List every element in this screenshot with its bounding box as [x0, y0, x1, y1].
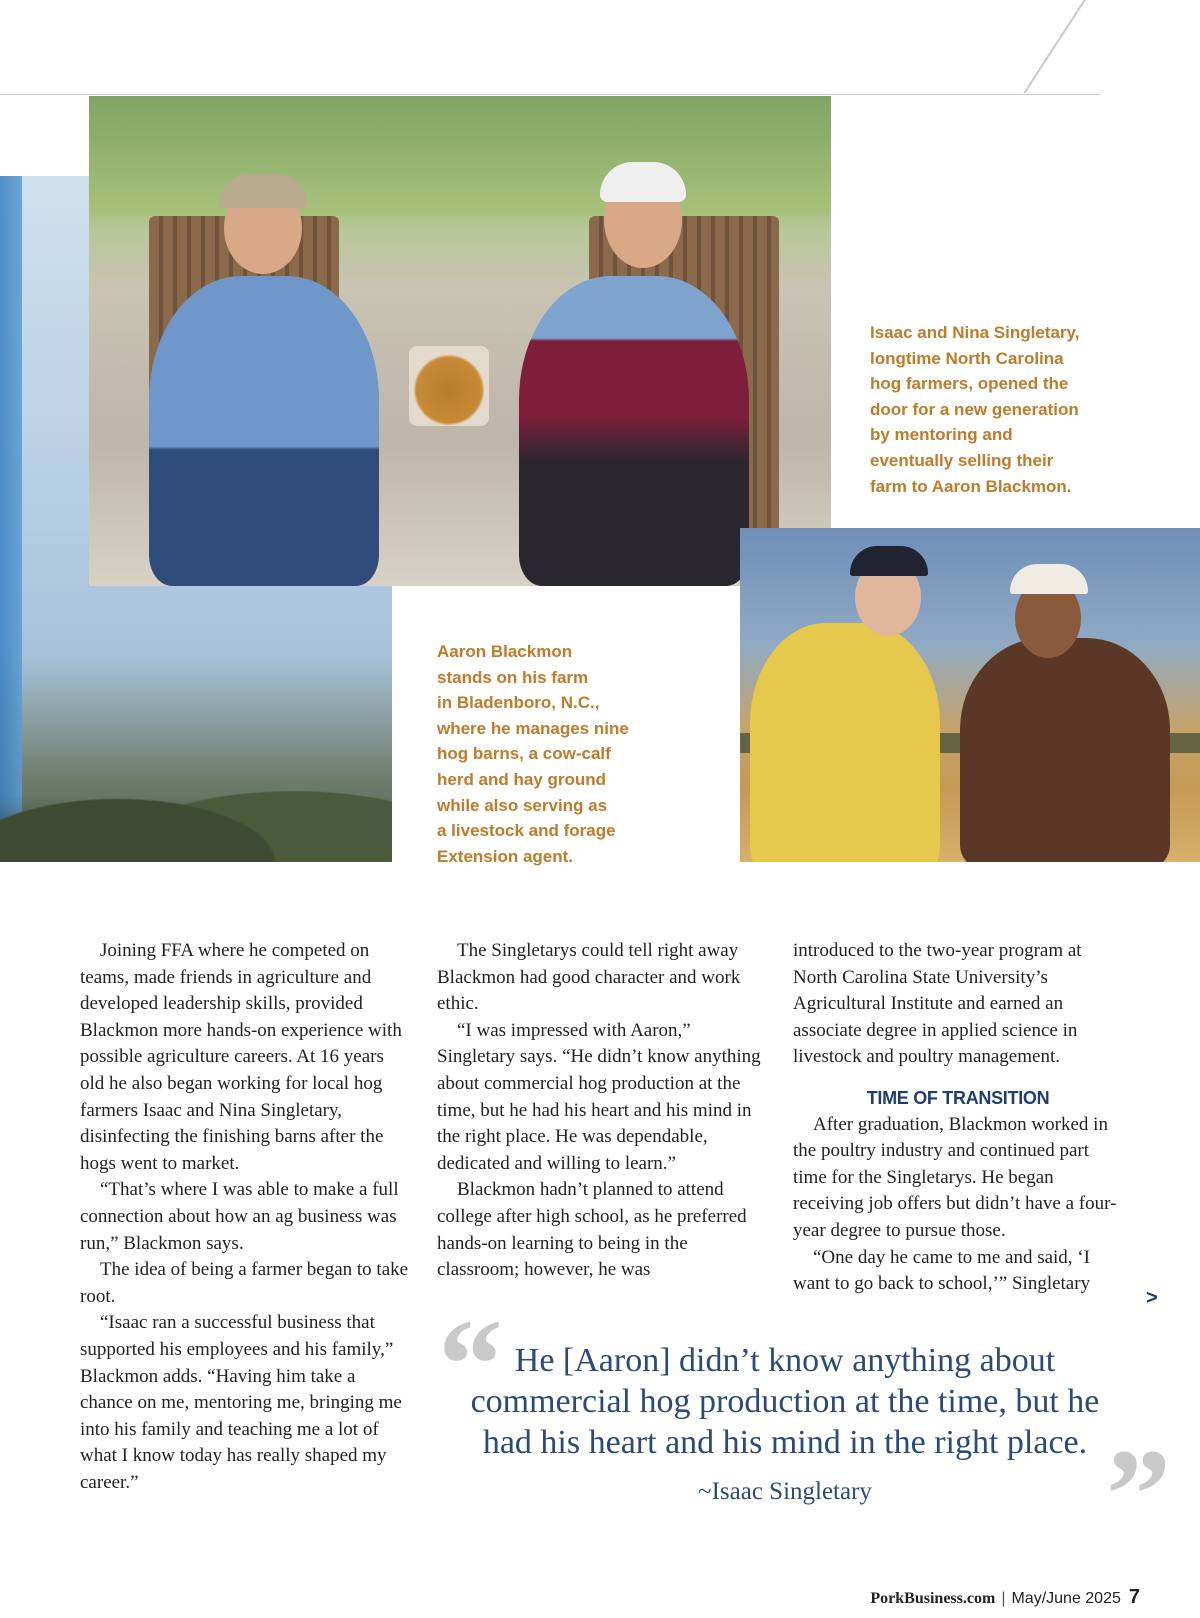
- footer-issue-date: May/June 2025: [1011, 1590, 1121, 1607]
- paragraph: The Singletarys could tell right away Blackmon had good character and work ethic.: [437, 940, 741, 1015]
- pull-quote-text: He [Aaron] didn’t know anything about commercial hog production at the time, but he had his heart and his mind in the right place.: [470, 1342, 1100, 1461]
- paragraph: “That’s where I was able to make a full connection about how an ag business was run,” Blackmon says.: [80, 1179, 399, 1254]
- paragraph: introduced to the two-year program at North Carolina State University’s Agricultural Institute and earned an associate degree in applied science in livestock and poultry management.: [793, 940, 1082, 1068]
- paragraph: “I was impressed with Aaron,” Singletary says. “He didn’t know anything about commercial hog production at the time, but he had his heart and his mind in the right place. He was dependable, dedicated and willing to learn.”: [437, 1019, 761, 1174]
- continue-arrow[interactable]: >: [1146, 1287, 1158, 1309]
- article-column-1: [80, 938, 410, 1496]
- article-column-2: [437, 938, 767, 1284]
- paragraph: Blackmon hadn’t planned to attend college after high school, as he preferred hands-on learning to being in the classroom; however, he was: [437, 1179, 747, 1281]
- footer-site[interactable]: PorkBusiness.com: [870, 1590, 996, 1607]
- page-footer: [870, 1586, 1140, 1609]
- paragraph: After graduation, Blackmon worked in the poultry industry and continued part time for the Singletarys. He began receiving job offers but didn’t have a four-year degree to pursue those.: [793, 1113, 1117, 1241]
- blackmon-and-singletary-photo: [740, 528, 1200, 862]
- open-quote-mark: “: [438, 1293, 503, 1437]
- article-column-3: [793, 938, 1123, 1298]
- bottom-photo-caption: Aaron Blackmon stands on his farm in Bladenboro, N.C., where he manages nine hog barns, a cow-calf herd and hay ground while also serving as a livestock and forage Extension agent.: [437, 642, 629, 866]
- top-photo-caption: Isaac and Nina Singletary, longtime North Carolina hog farmers, opened the door for a new generation by mentoring and eventually selling their farm to Aaron Blackmon.: [870, 323, 1080, 496]
- paragraph: The idea of being a farmer began to take root.: [80, 1259, 409, 1307]
- header-slash-decoration: [1024, 0, 1092, 93]
- tree-line: [0, 752, 392, 862]
- paragraph: “One day he came to me and said, ‘I want to go back to school,’” Singletary: [793, 1246, 1091, 1295]
- footer-separator: |: [1001, 1590, 1006, 1607]
- paragraph: Joining FFA where he competed on teams, made friends in agriculture and developed leadership skills, provided Blackmon more hands-on experience with possible agriculture careers. At 16 years old he also began working for local hog farmers Isaac and Nina Singletary, disinfecting the finishing barns after the hogs went to market.: [80, 940, 402, 1174]
- close-quote-mark: ”: [1106, 1423, 1171, 1567]
- page-number: 7: [1128, 1586, 1140, 1608]
- section-subhead: TIME OF TRANSITION: [866, 1087, 1050, 1108]
- paragraph: “Isaac ran a successful business that supported his employees and his family,” Blackmon adds. “Having him take a chance on me, mentoring me, bringing me into his family and teaching me a lot of what I know today has really shaped my career.”: [80, 1312, 402, 1493]
- header-rule: [0, 94, 1100, 95]
- singletary-couple-photo: [89, 96, 831, 586]
- pull-quote-attribution: ~Isaac Singletary: [698, 1478, 872, 1505]
